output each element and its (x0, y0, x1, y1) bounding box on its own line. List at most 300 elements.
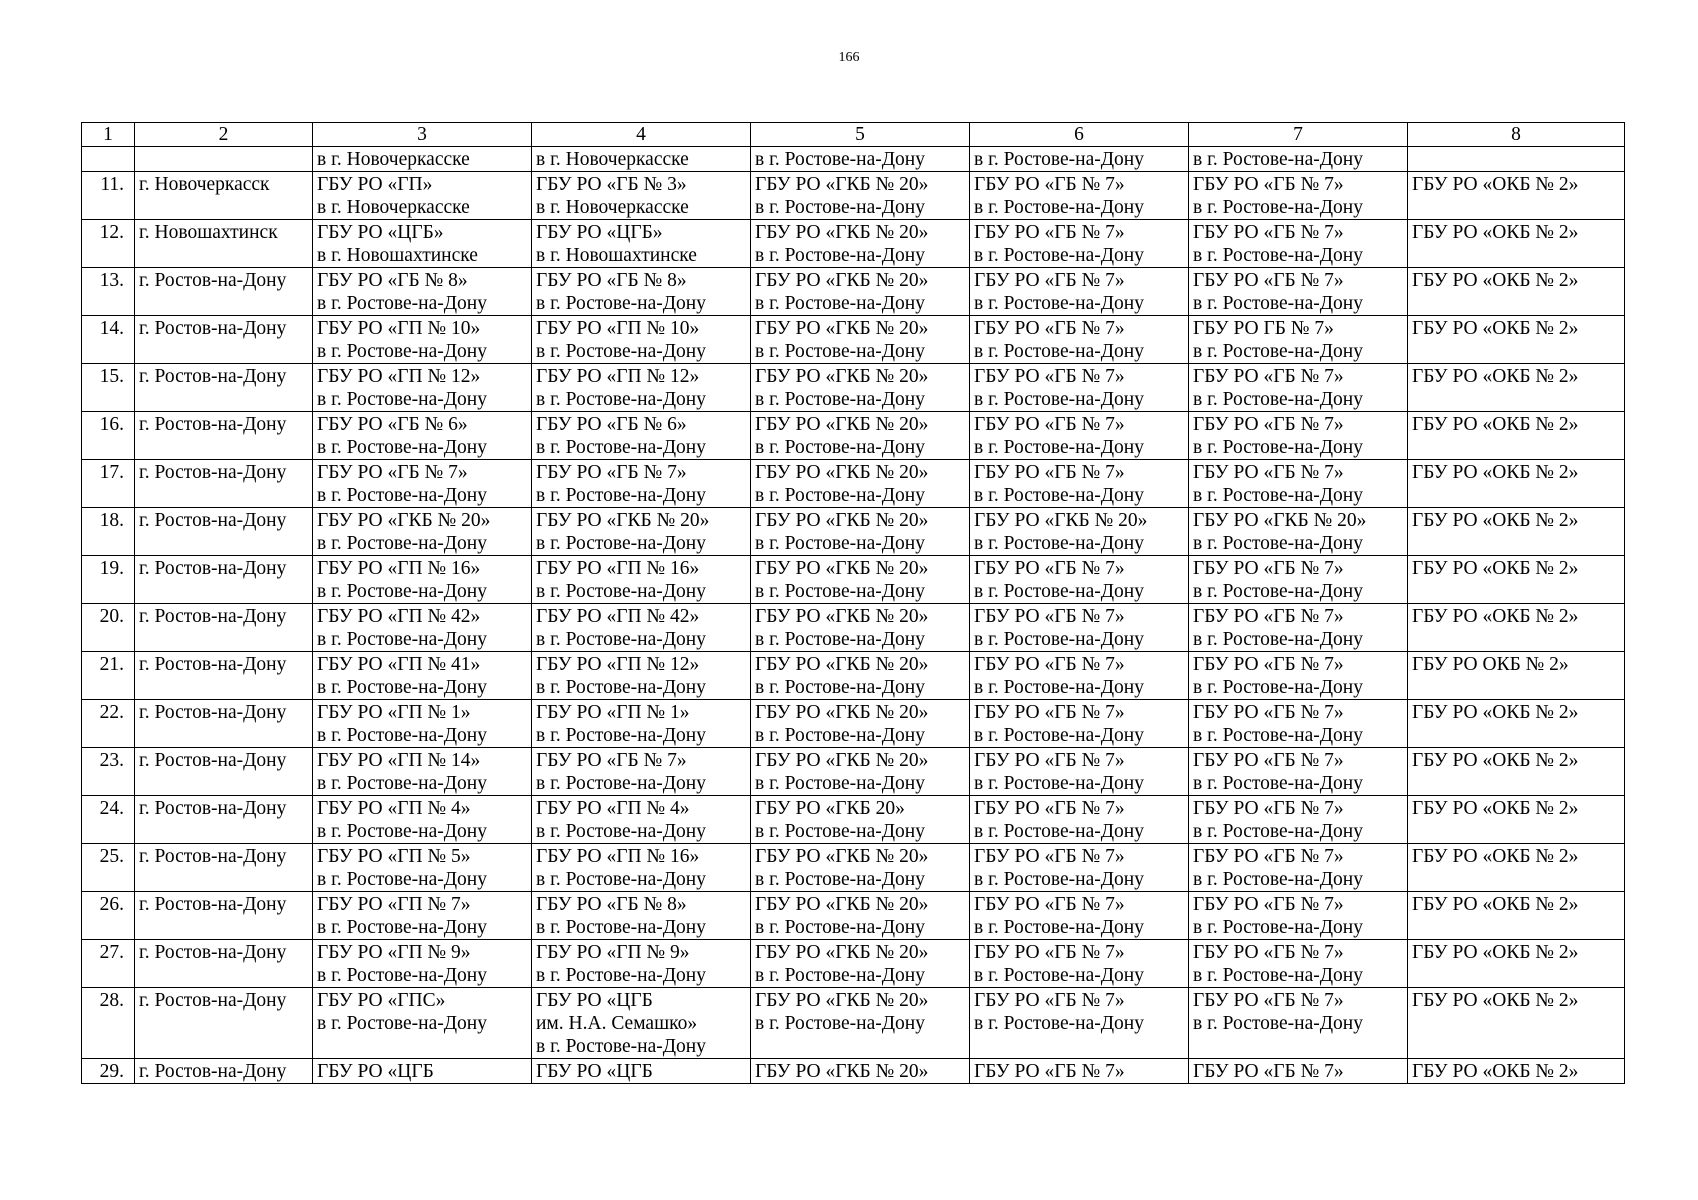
column-header: 3 (313, 123, 532, 147)
institution-line: ГБУ РО «ГБ № 7» (1193, 222, 1344, 243)
institution-cell (532, 892, 751, 940)
institution-cell (532, 508, 751, 556)
institution-cell (532, 1059, 751, 1084)
institution-cell (751, 748, 970, 796)
institution-line: ГБУ РО «ГП № 14» (317, 750, 481, 771)
institution-line: ГБУ РО «ГКБ № 20» (755, 846, 929, 867)
institution-line: ГБУ РО «ГБ № 7» (1193, 942, 1344, 963)
institution-line: ГБУ РО «ГП № 1» (317, 702, 471, 723)
row-number: 25. (82, 844, 135, 892)
institution-cell (532, 172, 751, 220)
institution-line: ГБУ РО «ГБ № 7» (974, 174, 1125, 195)
institution-line: в г. Ростове-на-Дону (974, 437, 1144, 458)
institution-line: ГБУ РО «ГП № 9» (536, 942, 690, 963)
institution-line: ГБУ РО «ГКБ № 20» (755, 990, 929, 1011)
institution-line: в г. Ростове-на-Дону (317, 869, 487, 890)
row-number: 21. (82, 652, 135, 700)
institution-line: ГБУ РО «ГБ № 7» (974, 990, 1125, 1011)
institution-line: ГБУ РО «ЦГБ (536, 990, 653, 1011)
institution-line: в г. Ростове-на-Дону (1193, 485, 1363, 506)
table-row (82, 988, 1625, 1059)
institution-line: в г. Ростове-на-Дону (317, 917, 487, 938)
institution-line: ГБУ РО «ГБ № 7» (1193, 366, 1344, 387)
institution-cell (313, 988, 532, 1059)
institution-cell (1189, 700, 1408, 748)
institution-cell (532, 652, 751, 700)
institution-line: в г. Ростове-на-Дону (317, 485, 487, 506)
institution-line: ГБУ РО «ГБ № 7» (974, 942, 1125, 963)
institution-cell (970, 604, 1189, 652)
institution-line: в г. Ростове-на-Дону (536, 917, 706, 938)
institution-line: ГБУ РО «ГБ № 7» (974, 654, 1125, 675)
institution-cell (751, 172, 970, 220)
institution-cell (751, 940, 970, 988)
institution-line: ГБУ РО «ГБ № 7» (1193, 414, 1344, 435)
institution-cell (313, 556, 532, 604)
institution-line: в г. Ростове-на-Дону (755, 485, 925, 506)
institution-line: в г. Ростове-на-Дону (755, 965, 925, 986)
row-number: 26. (82, 892, 135, 940)
institution-line: ГБУ РО «ГП № 16» (536, 846, 700, 867)
institution-line: в г. Ростове-на-Дону (317, 725, 487, 746)
institution-line: ГБУ РО «ГП № 42» (536, 606, 700, 627)
institution-line: в г. Ростове-на-Дону (974, 485, 1144, 506)
column-header: 5 (751, 123, 970, 147)
institution-line: в г. Ростове-на-Дону (536, 581, 706, 602)
row-number: 11. (82, 172, 135, 220)
institution-line: в г. Ростове-на-Дону (536, 389, 706, 410)
institution-line: в г. Ростове-на-Дону (974, 1013, 1144, 1034)
institution-line: ГБУ РО «ГБ № 7» (974, 606, 1125, 627)
row-number: 28. (82, 988, 135, 1059)
institution-line: ГБУ РО «ГБ № 7» (974, 366, 1125, 387)
institution-line: в г. Новошахтинске (536, 245, 697, 266)
institution-line: в г. Ростове-на-Дону (755, 341, 925, 362)
institution-line: в г. Ростове-на-Дону (755, 533, 925, 554)
row-number: 23. (82, 748, 135, 796)
institution-cell: ГБУ РО «ОКБ № 2» (1408, 844, 1625, 892)
institution-line: в г. Ростове-на-Дону (755, 437, 925, 458)
institution-cell: ГБУ РО «ОКБ № 2» (1408, 556, 1625, 604)
row-number: 13. (82, 268, 135, 316)
institution-cell (1189, 316, 1408, 364)
institution-line: в г. Ростове-на-Дону (974, 245, 1144, 266)
institution-line: в г. Ростове-на-Дону (755, 677, 925, 698)
institution-line: в г. Ростове-на-Дону (536, 773, 706, 794)
institution-cell (970, 460, 1189, 508)
institution-line: в г. Ростове-на-Дону (974, 677, 1144, 698)
institution-cell (751, 652, 970, 700)
table-row (82, 556, 1625, 604)
institution-cell (1189, 604, 1408, 652)
institution-line: в г. Ростове-на-Дону (755, 293, 925, 314)
institution-line: ГБУ РО «ГБ № 7» (1193, 894, 1344, 915)
institution-line: ГБУ РО «ГБ № 7» (974, 798, 1125, 819)
institution-line: в г. Ростове-на-Дону (755, 917, 925, 938)
table-row (82, 268, 1625, 316)
institution-line: ГБУ РО «ГП № 16» (536, 558, 700, 579)
institution-cell (970, 652, 1189, 700)
institution-cell (970, 1059, 1189, 1084)
institution-cell: ГБУ РО «ОКБ № 2» (1408, 604, 1625, 652)
institution-line: в г. Ростове-на-Дону (1193, 773, 1363, 794)
table-cell (135, 147, 313, 172)
row-number: 16. (82, 412, 135, 460)
institution-cell (970, 220, 1189, 268)
institution-line: в г. Новошахтинске (317, 245, 478, 266)
institution-line: ГБУ РО «ГБ № 6» (536, 414, 687, 435)
institution-line: в г. Ростове-на-Дону (536, 629, 706, 650)
institution-line: в г. Ростове-на-Дону (317, 773, 487, 794)
institution-line: в г. Ростове-на-Дону (755, 869, 925, 890)
city-cell: г. Новошахтинск (135, 220, 313, 268)
institution-line: в г. Ростове-на-Дону (1193, 1013, 1363, 1034)
institution-line: ГБУ РО «ГП № 12» (317, 366, 481, 387)
institution-cell (313, 748, 532, 796)
institution-cell (1189, 412, 1408, 460)
institution-line: ГБУ РО «ГП № 12» (536, 654, 700, 675)
institution-line: в г. Ростове-на-Дону (317, 629, 487, 650)
institution-cell (970, 364, 1189, 412)
city-cell: г. Ростов-на-Дону (135, 460, 313, 508)
table-row (82, 700, 1625, 748)
institution-line: ГБУ РО «ГКБ № 20» (1193, 510, 1367, 531)
institution-line: ГБУ РО «ГБ № 7» (536, 750, 687, 771)
institution-line: ГБУ РО «ГБ № 7» (974, 558, 1125, 579)
institution-cell (313, 700, 532, 748)
institution-line: в г. Ростове-на-Дону (1193, 821, 1363, 842)
institution-line: ГБУ РО «ГКБ № 20» (755, 606, 929, 627)
institution-line: в г. Ростове-на-Дону (755, 389, 925, 410)
institution-line: в г. Ростове-на-Дону (317, 1013, 487, 1034)
institution-line: в г. Ростове-на-Дону (1193, 917, 1363, 938)
institution-cell: ГБУ РО «ОКБ № 2» (1408, 508, 1625, 556)
institution-line: ГБУ РО «ГКБ № 20» (755, 222, 929, 243)
institution-line: в г. Ростове-на-Дону (536, 293, 706, 314)
institution-cell (751, 268, 970, 316)
table-row (82, 508, 1625, 556)
institution-cell (970, 316, 1189, 364)
institution-cell (751, 988, 970, 1059)
institution-line: ГБУ РО «ГКБ № 20» (755, 414, 929, 435)
institution-line: в г. Ростове-на-Дону (974, 965, 1144, 986)
institution-cell: ГБУ РО ОКБ № 2» (1408, 652, 1625, 700)
institution-line: ГБУ РО «ГП № 9» (317, 942, 471, 963)
institution-cell (970, 172, 1189, 220)
institution-line: ГБУ РО «ГП № 10» (317, 318, 481, 339)
city-cell: г. Ростов-на-Дону (135, 1059, 313, 1084)
city-cell: г. Ростов-на-Дону (135, 412, 313, 460)
institution-line: в г. Ростове-на-Дону (974, 773, 1144, 794)
institution-line: ГБУ РО «ГКБ № 20» (755, 318, 929, 339)
institution-line: в г. Ростове-на-Дону (755, 581, 925, 602)
institution-line: ГБУ РО «ГКБ № 20» (755, 366, 929, 387)
institution-cell (313, 1059, 532, 1084)
institution-cell (751, 604, 970, 652)
institution-line: в г. Ростове-на-Дону (536, 821, 706, 842)
institution-line: ГБУ РО «ГБ № 7» (1193, 270, 1344, 291)
institution-cell (313, 796, 532, 844)
institution-line: в г. Ростове-на-Дону (1193, 341, 1363, 362)
institution-line: ГБУ РО «ГБ № 7» (974, 1061, 1125, 1082)
row-number: 17. (82, 460, 135, 508)
institution-line: в г. Ростове-на-Дону (317, 437, 487, 458)
institution-line: в г. Ростове-на-Дону (536, 1036, 706, 1057)
table-row (82, 172, 1625, 220)
institution-line: ГБУ РО «ЦГБ» (536, 222, 663, 243)
institution-line: ГБУ РО «ГП № 1» (536, 702, 690, 723)
institution-cell (970, 940, 1189, 988)
table-row (82, 220, 1625, 268)
city-cell: г. Ростов-на-Дону (135, 316, 313, 364)
institution-line: в г. Новочеркасске (536, 197, 689, 218)
institution-line: в г. Ростове-на-Дону (974, 917, 1144, 938)
row-number: 19. (82, 556, 135, 604)
institution-cell (532, 844, 751, 892)
table-row (82, 412, 1625, 460)
institution-line: в г. Ростове-на-Дону (317, 821, 487, 842)
table-row (82, 364, 1625, 412)
institution-line: ГБУ РО «ГБ № 7» (974, 318, 1125, 339)
column-header: 6 (970, 123, 1189, 147)
institution-line: ГБУ РО «ГКБ № 20» (536, 510, 710, 531)
institution-line: в г. Ростове-на-Дону (536, 485, 706, 506)
header-row (82, 123, 1625, 147)
institution-line: ГБУ РО «ГБ № 8» (536, 894, 687, 915)
institution-cell (751, 556, 970, 604)
institution-line: ГБУ РО «ГБ № 7» (974, 270, 1125, 291)
institution-cell (1189, 652, 1408, 700)
institution-cell (313, 508, 532, 556)
institution-line: в г. Ростове-на-Дону (974, 581, 1144, 602)
institution-cell: ГБУ РО «ОКБ № 2» (1408, 892, 1625, 940)
institution-line: в г. Ростове-на-Дону (755, 1013, 925, 1034)
city-cell: г. Новочеркасск (135, 172, 313, 220)
city-cell: г. Ростов-на-Дону (135, 700, 313, 748)
table-cell: в г. Новочеркасске (313, 147, 532, 172)
continuation-row (82, 147, 1625, 172)
institution-cell (1189, 988, 1408, 1059)
institution-line: в г. Ростове-на-Дону (974, 629, 1144, 650)
institution-line: в г. Ростове-на-Дону (974, 197, 1144, 218)
institution-line: ГБУ РО «ГП № 16» (317, 558, 481, 579)
city-cell: г. Ростов-на-Дону (135, 796, 313, 844)
institution-cell (1189, 172, 1408, 220)
institution-cell (313, 172, 532, 220)
institution-line: ГБУ РО «ГП № 41» (317, 654, 481, 675)
institution-line: ГБУ РО «ГБ № 7» (1193, 990, 1344, 1011)
city-cell: г. Ростов-на-Дону (135, 940, 313, 988)
column-header: 7 (1189, 123, 1408, 147)
institution-cell: ГБУ РО «ОКБ № 2» (1408, 748, 1625, 796)
row-number: 29. (82, 1059, 135, 1084)
institution-line: в г. Ростове-на-Дону (317, 533, 487, 554)
institution-cell (313, 460, 532, 508)
column-header: 1 (82, 123, 135, 147)
institution-line: в г. Ростове-на-Дону (317, 677, 487, 698)
institution-cell (1189, 796, 1408, 844)
institution-cell (532, 940, 751, 988)
institution-line: ГБУ РО «ЦГБ» (317, 222, 444, 243)
institution-cell: ГБУ РО «ОКБ № 2» (1408, 940, 1625, 988)
institution-line: ГБУ РО «ГКБ № 20» (755, 894, 929, 915)
institution-cell (970, 988, 1189, 1059)
institution-cell (532, 796, 751, 844)
institution-line: в г. Ростове-на-Дону (1193, 389, 1363, 410)
institution-cell (970, 700, 1189, 748)
institution-cell: ГБУ РО «ОКБ № 2» (1408, 988, 1625, 1059)
institution-cell: ГБУ РО «ОКБ № 2» (1408, 172, 1625, 220)
row-number: 20. (82, 604, 135, 652)
institution-cell (970, 844, 1189, 892)
institution-cell (970, 748, 1189, 796)
institution-line: ГБУ РО «ГБ № 7» (974, 222, 1125, 243)
institution-line: в г. Ростове-на-Дону (974, 341, 1144, 362)
institution-cell: ГБУ РО «ОКБ № 2» (1408, 412, 1625, 460)
institution-cell (970, 268, 1189, 316)
institution-cell (313, 268, 532, 316)
institution-line: в г. Ростове-на-Дону (1193, 581, 1363, 602)
institution-line: в г. Ростове-на-Дону (755, 773, 925, 794)
institution-line: ГБУ РО «ГКБ 20» (755, 798, 905, 819)
city-cell: г. Ростов-на-Дону (135, 844, 313, 892)
row-number: 18. (82, 508, 135, 556)
institution-cell: ГБУ РО «ОКБ № 2» (1408, 364, 1625, 412)
institution-cell: ГБУ РО «ОКБ № 2» (1408, 268, 1625, 316)
table-cell (1408, 147, 1625, 172)
institution-line: ГБУ РО «ГБ № 7» (536, 462, 687, 483)
row-number: 15. (82, 364, 135, 412)
institution-line: ГБУ РО «ГКБ № 20» (974, 510, 1148, 531)
institution-line: в г. Ростове-на-Дону (317, 293, 487, 314)
page-number: 166 (838, 50, 860, 65)
institution-cell: ГБУ РО «ОКБ № 2» (1408, 220, 1625, 268)
table-row (82, 748, 1625, 796)
institution-cell (532, 412, 751, 460)
institution-line: ГБУ РО «ГБ № 7» (974, 750, 1125, 771)
city-cell: г. Ростов-на-Дону (135, 556, 313, 604)
institution-line: ГБУ РО «ГП № 10» (536, 318, 700, 339)
institution-line: в г. Ростове-на-Дону (1193, 965, 1363, 986)
institution-cell (751, 460, 970, 508)
institution-cell (1189, 220, 1408, 268)
institution-line: в г. Ростове-на-Дону (974, 293, 1144, 314)
institution-cell (970, 412, 1189, 460)
institution-cell (970, 892, 1189, 940)
institution-cell (751, 364, 970, 412)
institution-cell (1189, 844, 1408, 892)
city-cell: г. Ростов-на-Дону (135, 652, 313, 700)
institution-cell (1189, 748, 1408, 796)
document-table (81, 122, 1625, 1084)
institution-line: ГБУ РО «ГКБ № 20» (755, 558, 929, 579)
institution-cell (532, 988, 751, 1059)
institution-line: в г. Ростове-на-Дону (536, 869, 706, 890)
institution-line: в г. Ростове-на-Дону (1193, 629, 1363, 650)
institution-line: в г. Ростове-на-Дону (755, 629, 925, 650)
institution-line: ГБУ РО «ГКБ № 20» (755, 510, 929, 531)
table-cell: в г. Ростове-на-Дону (751, 147, 970, 172)
institution-cell (313, 604, 532, 652)
institution-cell (532, 604, 751, 652)
city-cell: г. Ростов-на-Дону (135, 892, 313, 940)
institution-cell (1189, 364, 1408, 412)
institution-line: ГБУ РО «ГБ № 7» (1193, 654, 1344, 675)
institution-line: ГБУ РО «ГБ № 7» (1193, 174, 1344, 195)
institution-line: ГБУ РО «ГП» (317, 174, 433, 195)
institution-cell (1189, 1059, 1408, 1084)
institution-line: ГБУ РО «ГБ № 7» (974, 462, 1125, 483)
institution-line: в г. Ростове-на-Дону (755, 821, 925, 842)
row-number: 27. (82, 940, 135, 988)
institution-line: в г. Ростове-на-Дону (317, 389, 487, 410)
institution-line: ГБУ РО «ГП № 42» (317, 606, 481, 627)
institution-line: ГБУ РО «ГКБ № 20» (755, 1061, 929, 1082)
institution-line: в г. Ростове-на-Дону (317, 341, 487, 362)
institution-cell (751, 508, 970, 556)
row-number: 14. (82, 316, 135, 364)
city-cell: г. Ростов-на-Дону (135, 988, 313, 1059)
row-number: 22. (82, 700, 135, 748)
institution-line: в г. Ростове-на-Дону (755, 245, 925, 266)
institution-line: в г. Ростове-на-Дону (1193, 677, 1363, 698)
institution-line: ГБУ РО «ГП № 4» (536, 798, 690, 819)
table-row (82, 652, 1625, 700)
institution-line: ГБУ РО «ГП № 12» (536, 366, 700, 387)
institution-line: ГБУ РО «ГКБ № 20» (317, 510, 491, 531)
institution-cell (313, 892, 532, 940)
institution-line: ГБУ РО «ЦГБ (317, 1061, 434, 1082)
institution-line: ГБУ РО «ГБ № 3» (536, 174, 687, 195)
institution-cell (313, 844, 532, 892)
institution-cell: ГБУ РО «ОКБ № 2» (1408, 700, 1625, 748)
institution-cell (1189, 268, 1408, 316)
institution-cell (751, 892, 970, 940)
institution-line: в г. Ростове-на-Дону (974, 725, 1144, 746)
institution-line: ГБУ РО «ЦГБ (536, 1061, 653, 1082)
table-row (82, 892, 1625, 940)
institution-line: ГБУ РО «ГКБ № 20» (755, 462, 929, 483)
institution-line: в г. Ростове-на-Дону (536, 677, 706, 698)
institution-line: ГБУ РО «ГП № 7» (317, 894, 471, 915)
institution-cell (751, 844, 970, 892)
institution-line: в г. Ростове-на-Дону (1193, 293, 1363, 314)
institution-cell: ГБУ РО «ОКБ № 2» (1408, 1059, 1625, 1084)
institution-line: ГБУ РО «ГПС» (317, 990, 446, 1011)
table-row (82, 796, 1625, 844)
institution-line: в г. Ростове-на-Дону (974, 869, 1144, 890)
row-number: 12. (82, 220, 135, 268)
institution-line: в г. Ростове-на-Дону (317, 965, 487, 986)
column-header: 2 (135, 123, 313, 147)
institution-line: в г. Ростове-на-Дону (317, 581, 487, 602)
institution-cell (1189, 940, 1408, 988)
institution-line: в г. Ростове-на-Дону (1193, 437, 1363, 458)
city-cell: г. Ростов-на-Дону (135, 508, 313, 556)
table-cell: в г. Ростове-на-Дону (970, 147, 1189, 172)
institution-cell (313, 364, 532, 412)
institution-line: в г. Ростове-на-Дону (1193, 245, 1363, 266)
institution-line: ГБУ РО «ГКБ № 20» (755, 702, 929, 723)
institution-cell (532, 700, 751, 748)
institution-line: ГБУ РО «ГКБ № 20» (755, 654, 929, 675)
institution-line: ГБУ РО «ГБ № 7» (1193, 702, 1344, 723)
table-cell: в г. Новочеркасске (532, 147, 751, 172)
institution-cell (1189, 508, 1408, 556)
institution-line: в г. Ростове-на-Дону (974, 533, 1144, 554)
institution-cell (1189, 556, 1408, 604)
city-cell: г. Ростов-на-Дону (135, 364, 313, 412)
